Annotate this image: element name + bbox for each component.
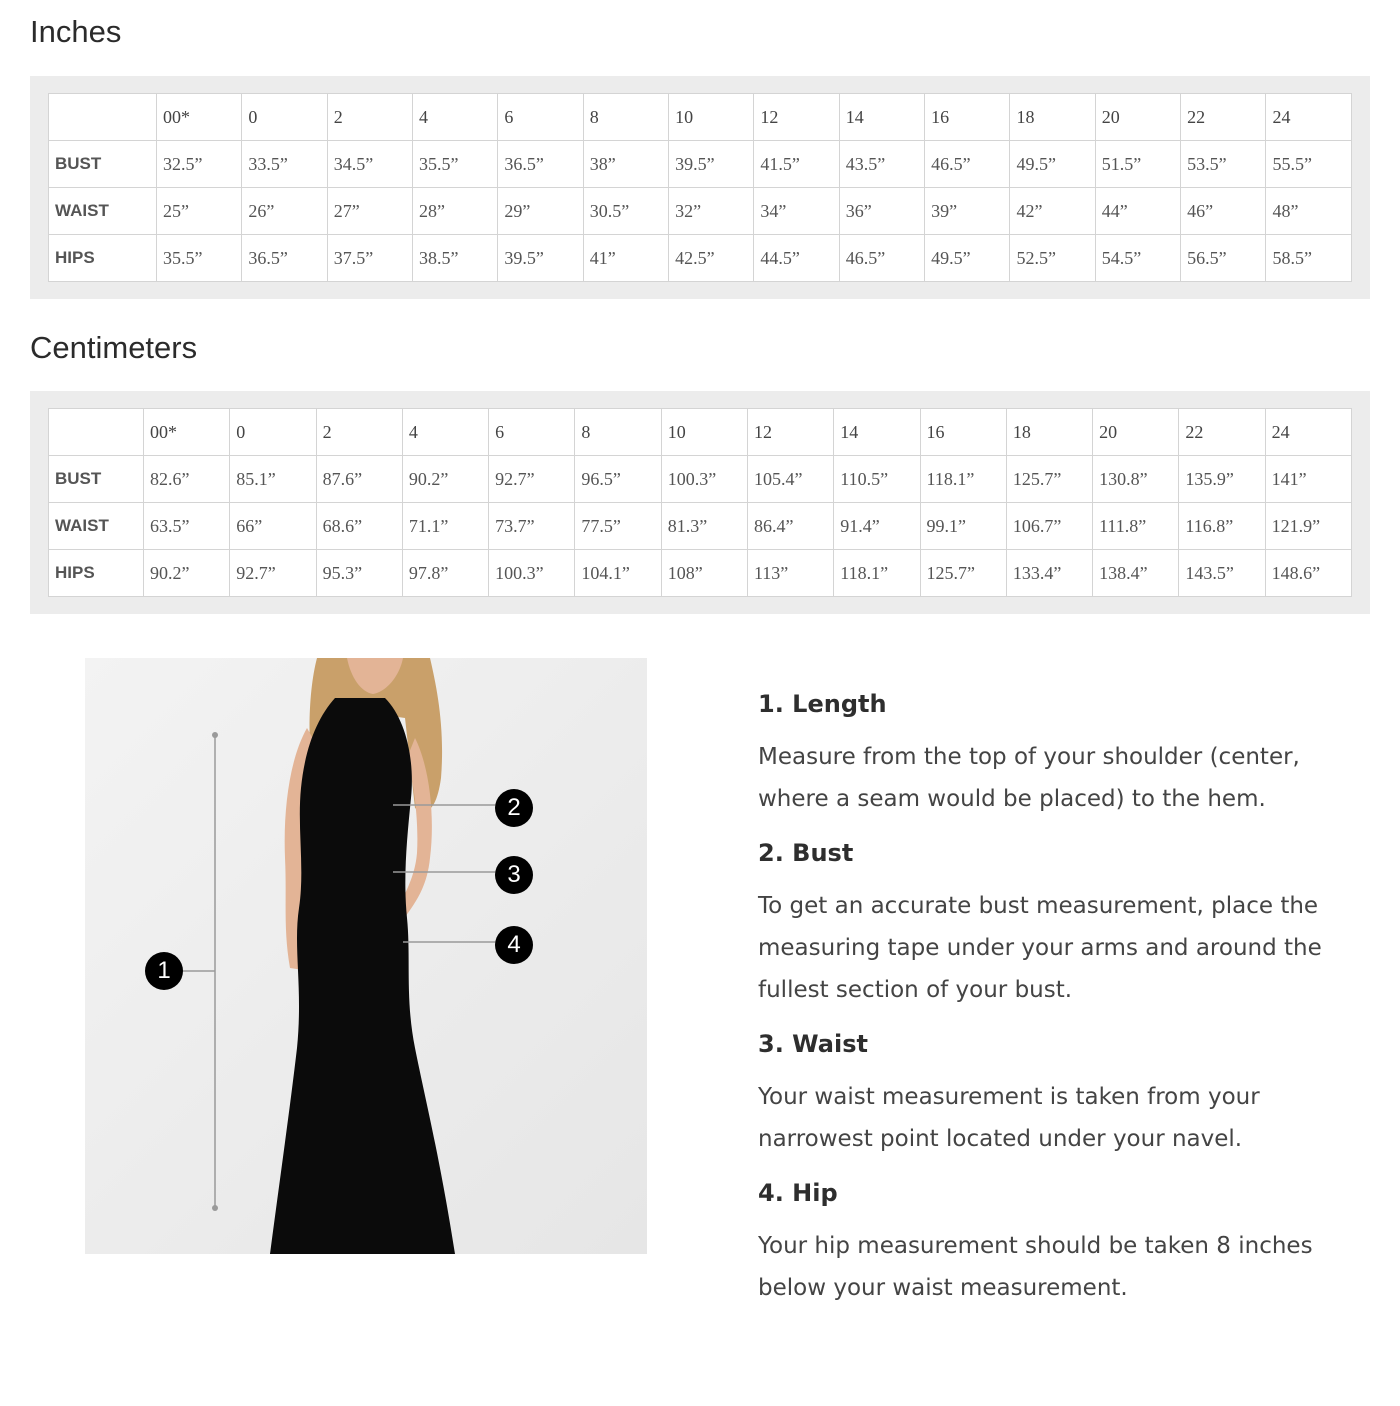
measurement-cell: 68.6” (316, 503, 402, 550)
measurement-cell: 39.5” (669, 141, 754, 188)
size-header-cell: 12 (747, 409, 833, 456)
measurement-cell: 66” (230, 503, 316, 550)
marker-1: 1 (145, 952, 183, 990)
measurement-cell: 118.1” (834, 550, 920, 597)
measurement-cell: 35.5” (413, 141, 498, 188)
measurement-cell: 48” (1266, 188, 1352, 235)
measurement-cell: 49.5” (1010, 141, 1095, 188)
measurement-cell: 92.7” (230, 550, 316, 597)
measurement-cell: 104.1” (575, 550, 661, 597)
table-row (49, 235, 1352, 282)
size-header-cell: 0 (230, 409, 316, 456)
measurement-cell: 125.7” (920, 550, 1006, 597)
measurement-cell: 25” (157, 188, 242, 235)
centimeters-size-table (48, 408, 1352, 597)
size-header-cell: 18 (1006, 409, 1092, 456)
measurement-cell: 105.4” (747, 456, 833, 503)
measurement-cell: 87.6” (316, 456, 402, 503)
table-row (49, 141, 1352, 188)
measurement-cell: 33.5” (242, 141, 327, 188)
length-heading: 1. Length (758, 690, 887, 718)
measurement-instructions (758, 682, 1358, 1320)
size-header-cell: 14 (834, 409, 920, 456)
measurement-cell: 118.1” (920, 456, 1006, 503)
size-header-cell: 16 (925, 94, 1010, 141)
measurement-cell: 26” (242, 188, 327, 235)
measurement-cell: 44.5” (754, 235, 839, 282)
size-header-cell: 0 (242, 94, 327, 141)
measurement-cell: 41.5” (754, 141, 839, 188)
inches-table-panel (30, 76, 1370, 299)
measurement-cell: 73.7” (489, 503, 575, 550)
measurement-cell: 110.5” (834, 456, 920, 503)
marker-2: 2 (495, 789, 533, 827)
size-header-cell: 6 (489, 409, 575, 456)
size-header-cell: 4 (402, 409, 488, 456)
measurement-cell: 106.7” (1006, 503, 1092, 550)
size-header-cell: 4 (413, 94, 498, 141)
measurement-cell: 46.5” (925, 141, 1010, 188)
size-header-cell: 20 (1093, 409, 1179, 456)
measurement-cell: 135.9” (1179, 456, 1265, 503)
measurement-cell: 138.4” (1093, 550, 1179, 597)
measurement-cell: 111.8” (1093, 503, 1179, 550)
size-header-row (49, 409, 1352, 456)
size-header-cell: 8 (575, 409, 661, 456)
measurement-cell: 82.6” (144, 456, 230, 503)
bust-text: To get an accurate bust measurement, place the measuring tape under your arms and around the fullest section of your bust. (758, 893, 1322, 1003)
measurement-cell: 85.1” (230, 456, 316, 503)
measurement-cell: 92.7” (489, 456, 575, 503)
measurement-cell: 42” (1010, 188, 1095, 235)
measurement-cell: 63.5” (144, 503, 230, 550)
measurement-cell: 46.5” (839, 235, 924, 282)
measurement-cell: 52.5” (1010, 235, 1095, 282)
measurement-cell: 108” (661, 550, 747, 597)
measurement-cell: 28” (413, 188, 498, 235)
measurement-cell: 34” (754, 188, 839, 235)
measurement-cell: 49.5” (925, 235, 1010, 282)
measurement-cell: 36.5” (498, 141, 583, 188)
measurement-cell: 38.5” (413, 235, 498, 282)
size-header-cell: 16 (920, 409, 1006, 456)
measurement-cell: 32.5” (157, 141, 242, 188)
corner-cell (49, 94, 157, 141)
size-header-cell: 22 (1179, 409, 1265, 456)
measurement-cell: 130.8” (1093, 456, 1179, 503)
row-label: WAIST (49, 503, 144, 550)
size-header-cell: 00* (157, 94, 242, 141)
hip-heading: 4. Hip (758, 1179, 838, 1207)
table-row (49, 188, 1352, 235)
measurement-cell: 100.3” (661, 456, 747, 503)
row-label: BUST (49, 141, 157, 188)
table-row (49, 550, 1352, 597)
row-label: BUST (49, 456, 144, 503)
measurement-cell: 143.5” (1179, 550, 1265, 597)
measurement-cell: 95.3” (316, 550, 402, 597)
waist-heading: 3. Waist (758, 1030, 868, 1058)
measurement-cell: 46” (1181, 188, 1266, 235)
measurement-cell: 58.5” (1266, 235, 1352, 282)
measurement-cell: 99.1” (920, 503, 1006, 550)
table-row (49, 456, 1352, 503)
marker-3: 3 (495, 856, 533, 894)
size-header-row (49, 94, 1352, 141)
measurement-cell: 54.5” (1095, 235, 1180, 282)
measurement-cell: 91.4” (834, 503, 920, 550)
measurement-cell: 29” (498, 188, 583, 235)
inches-title: Inches (30, 14, 122, 49)
measurement-cell: 39” (925, 188, 1010, 235)
measurement-cell: 81.3” (661, 503, 747, 550)
measurement-cell: 116.8” (1179, 503, 1265, 550)
measurement-cell: 51.5” (1095, 141, 1180, 188)
measurement-cell: 30.5” (583, 188, 668, 235)
measurement-cell: 56.5” (1181, 235, 1266, 282)
measurement-cell: 86.4” (747, 503, 833, 550)
centimeters-table-panel (30, 391, 1370, 614)
row-label: HIPS (49, 235, 157, 282)
measurement-cell: 53.5” (1181, 141, 1266, 188)
measurement-cell: 77.5” (575, 503, 661, 550)
size-header-cell: 8 (583, 94, 668, 141)
measurement-cell: 36” (839, 188, 924, 235)
size-header-cell: 6 (498, 94, 583, 141)
table-row (49, 503, 1352, 550)
size-header-cell: 14 (839, 94, 924, 141)
measurement-cell: 34.5” (327, 141, 412, 188)
measurement-cell: 113” (747, 550, 833, 597)
measurement-cell: 90.2” (402, 456, 488, 503)
waist-text: Your waist measurement is taken from your narrowest point located under your navel. (758, 1084, 1260, 1152)
size-header-cell: 10 (661, 409, 747, 456)
measurement-cell: 44” (1095, 188, 1180, 235)
size-header-cell: 12 (754, 94, 839, 141)
size-header-cell: 2 (327, 94, 412, 141)
length-text: Measure from the top of your shoulder (center, where a seam would be placed) to the hem. (758, 744, 1300, 812)
measurement-cell: 55.5” (1266, 141, 1352, 188)
measurement-cell: 36.5” (242, 235, 327, 282)
size-header-cell: 18 (1010, 94, 1095, 141)
measurement-figure (85, 658, 647, 1254)
size-header-cell: 24 (1266, 94, 1352, 141)
measurement-cell: 43.5” (839, 141, 924, 188)
measurement-cell: 133.4” (1006, 550, 1092, 597)
measurement-cell: 38” (583, 141, 668, 188)
corner-cell (49, 409, 144, 456)
measurement-cell: 96.5” (575, 456, 661, 503)
size-header-cell: 2 (316, 409, 402, 456)
measurement-cell: 35.5” (157, 235, 242, 282)
measurement-cell: 41” (583, 235, 668, 282)
measurement-cell: 39.5” (498, 235, 583, 282)
measurement-cell: 148.6” (1265, 550, 1351, 597)
size-header-cell: 24 (1265, 409, 1351, 456)
row-label: HIPS (49, 550, 144, 597)
centimeters-title: Centimeters (30, 330, 198, 365)
measurement-cell: 42.5” (669, 235, 754, 282)
size-header-cell: 20 (1095, 94, 1180, 141)
bust-heading: 2. Bust (758, 839, 854, 867)
measurement-cell: 97.8” (402, 550, 488, 597)
inches-size-table (48, 93, 1352, 282)
measurement-cell: 71.1” (402, 503, 488, 550)
measurement-cell: 90.2” (144, 550, 230, 597)
measurement-cell: 100.3” (489, 550, 575, 597)
measurement-cell: 32” (669, 188, 754, 235)
hip-text: Your hip measurement should be taken 8 inches below your waist measurement. (758, 1233, 1313, 1301)
measurement-cell: 27” (327, 188, 412, 235)
measurement-cell: 37.5” (327, 235, 412, 282)
measurement-cell: 121.9” (1265, 503, 1351, 550)
marker-4: 4 (495, 926, 533, 964)
row-label: WAIST (49, 188, 157, 235)
measurement-cell: 125.7” (1006, 456, 1092, 503)
size-header-cell: 22 (1181, 94, 1266, 141)
measurement-cell: 141” (1265, 456, 1351, 503)
size-header-cell: 00* (144, 409, 230, 456)
size-header-cell: 10 (669, 94, 754, 141)
